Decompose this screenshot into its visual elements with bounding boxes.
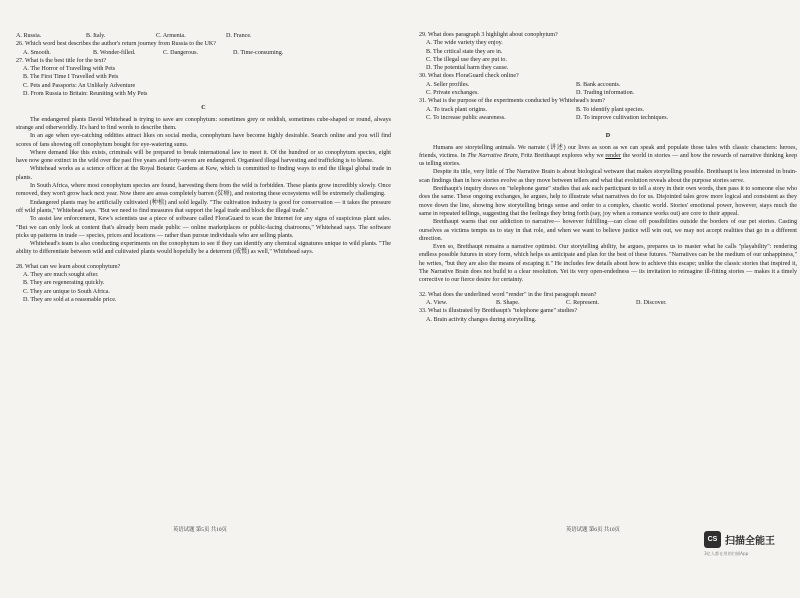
q29-option-c: C. The illegal use they are put to. (426, 56, 507, 63)
book-title: The Narrative Brain (467, 152, 518, 159)
passage-d-para-1 (419, 144, 797, 169)
q26-stem: 26. Which word best describes the author's return journey from Russia to the UK? (16, 41, 217, 48)
q28-option-a: A. They are much sought after. (23, 272, 99, 279)
q28-option-b: B. They are regenerating quickly. (23, 280, 105, 287)
q29-stem: 29. What does paragraph 3 highlight about conophytum? (419, 32, 558, 38)
q30-option-d: D. Trading information. (576, 90, 635, 97)
q25-option-a: A. Russia. (16, 33, 42, 39)
q25-option-c: C. Armenia. (156, 33, 186, 39)
para-1-text-c: the world in stories — and how the rewards of narrative thinking keep us telling stories. (419, 152, 798, 168)
q30-options (419, 81, 797, 98)
right-column (419, 31, 797, 597)
camscanner-tagline: 3亿人都在用的扫描App (704, 551, 749, 556)
q30-stem: 30. What does FloraGuard check online? (419, 73, 519, 80)
passage-d-para-2: Despite its title, very little of The Narrative Brain is about biological wetware that makes storytelling possible. Breithaupt is less interested in brain-scan findings than in how stories evolve as they move between tellers and what that evolution reveals about the purpose stories serve. (419, 169, 797, 184)
q30-option-b: B. Bank accounts. (576, 81, 621, 88)
q26-option-b: B. Wonder-filled. (93, 49, 136, 56)
left-column (16, 32, 391, 598)
q31-options (419, 106, 797, 123)
q31-option-c: C. To increase public awareness. (426, 114, 506, 121)
q28-option-d: D. They are sold at a reasonable price. (23, 296, 117, 303)
passage-d-para-5: Even so, Breithaupt remains a narrative optimist. Our storytelling ability, he argues, prepares us to master what he calls "playability": rendering endless possible futures in story form, which helps us anticipate and plan for the best of these futures. "Narratives can be the medium of our unhappiness," he writes, "but they are also the means of escaping it." He includes few details about how to achieve this escape; unlike the classic stories that inspired it, The Narrative Brain does not build to a clear resolution. Yet its very open-endedness — its invitation to reimagine ill-fitting stories — makes it a timely corrective to our fierce desire for certainty. (419, 244, 797, 284)
section-c-title: C (201, 105, 206, 112)
camscanner-logo-icon: CS (704, 531, 721, 548)
passage-c-para-4: Whitehead works as a science officer at the Royal Botanic Gardens at Kew, which is committed to finding ways to end the illegal global trade in plants. (16, 166, 391, 181)
underlined-word-render: render (605, 152, 621, 159)
passage-c-para-1: The endangered plants David Whitehead is trying to save are conophytum: sometimes grey or reddish, sometimes cube-shaped or round, always strange and otherworldly. It's hard to find words to describe them. (16, 116, 391, 131)
q27-option-b: B. The First Time I Travelled with Pets (23, 74, 119, 81)
passage-c-para-7: To assist law enforcement, Kew's scientists use a piece of software called FloraGuard to scan the Internet for any signs of suspicious plant sales. "But we can only look at content that's already been made public — online marketplaces or public-facing chatrooms," Whitehead says. The software picks up patterns in trade — species, prices and locations — rather than pursue individuals who are selling plants. (16, 216, 391, 239)
camscanner-watermark (704, 531, 794, 559)
camscanner-name: 扫描全能王 (725, 536, 775, 547)
q26-option-a: A. Smooth. (23, 49, 51, 56)
q26-option-c: C. Dangerous. (163, 49, 199, 56)
q25-options (16, 32, 391, 40)
q31-stem: 31. What is the purpose of the experiments conducted by Whitehead's team? (419, 98, 605, 105)
passage-d-para-4: Breithaupt warns that our addiction to narrative— however fulfilling—can close off possibilities outside the borders of our pet stories. Casting ourselves as victims tempts us to stay in that role, and when we want to believe justice will win out, we may not accept realities that go in a different direction. (419, 219, 797, 242)
q31-option-d: D. To improve cultivation techniques. (576, 114, 669, 121)
q29-option-b: B. The critical state they are in. (426, 48, 503, 55)
q33-option-a: A. Brain activity changes during storytelling. (426, 316, 537, 323)
q32-stem: 32. What does the underlined word "render" in the first paragraph mean? (419, 291, 597, 298)
passage-c-para-8: Whitehead's team is also conducting experiments on the conophytum to see if they can identify any chemical signatures unique to wild plants. "The ability to differentiate between wild and cultivated plants would hopefully be a deterrent (威慑) as well," Whitehead says. (16, 241, 391, 256)
q25-option-b: B. Italy. (86, 33, 106, 39)
page-footer-right: 英语试题 第6页 共10页 (566, 527, 620, 533)
para-1-text-a: Humans are storytelling animals. We narrate (讲述) our lives as soon as we can speak and populate those tales with classic characters: heroes, friends, victims. In (419, 144, 797, 159)
q32-options (419, 299, 797, 307)
q26-option-d: D. Time-consuming. (233, 49, 284, 56)
passage-d-para-3: Breithaupt's inquiry draws on "telephone game" studies that ask each participant to tell a story in their own words, then pass it to someone else who does the same. These ongoing exchanges, he argues, help to illustrate what narratives do for us. Disjointed tales grow more logical and consistent as they move down the line, showing how storytelling brings sense and order to a complex, chaotic world. Stories' emotional power, however, stays much the same in repeated tellings, suggesting that the feelings they bring forth (say, joy when a romance works out) are core to their appeal. (419, 186, 797, 217)
q28-option-c: C. They are unique to South Africa. (23, 288, 110, 295)
passage-c-para-5: In South Africa, where most conophytum species are found, harvesting them from the wild is forbidden. These plants grow incredibly slowly. Once removed, they won't grow back next year. Now there are areas completely barren (贫瘠), and restoring these ecosystems will be extremely challenging. (16, 183, 391, 198)
q25-option-d: D. France. (226, 33, 252, 39)
section-d-title: D (605, 133, 611, 140)
q33-stem: 33. What is illustrated by Breithaupt's "telephone game" studies? (419, 308, 578, 315)
q29-option-d: D. The potential harm they cause. (426, 65, 509, 72)
q27-option-c: C. Pets and Passports: An Unlikely Adventure (23, 82, 136, 89)
q27-stem: 27. What is the best title for the text? (16, 57, 107, 64)
passage-c-para-2: In an age when eye-catching oddities attract likes on social media, conophytum have become highly desirable. Search online and you will find scores of fans showing off conophytum bought for eye-watering sums. (16, 133, 391, 148)
q27-option-a: A. The Horror of Travelling with Pets (23, 66, 116, 73)
q28-stem: 28. What can we learn about conophytum? (16, 263, 121, 270)
page-footer-left: 英语试题 第5页 共10页 (173, 527, 227, 533)
para-1-text-b: , Fritz Breithaupt explores why we (517, 152, 606, 159)
q31-option-b: B. To identify plant species. (576, 106, 645, 113)
passage-c-para-6: Endangered plants may be artificially cultivated (种植) and sold legally. "The cultivation industry is good for conservation — it takes the pressure off wild plants," Whitehead says. "But we need to find measures that support the legal trade and block the illegal trade." (16, 199, 391, 214)
q26-options (16, 49, 391, 57)
q32-option-d: D. Discover. (636, 299, 667, 306)
q29-option-a: A. The wide variety they enjoy. (426, 40, 503, 47)
q31-option-a: A. To track plant origins. (426, 106, 488, 113)
q30-option-a: A. Seller profiles. (426, 81, 470, 88)
q32-option-a: A. View. (426, 299, 448, 306)
q30-option-c: C. Private exchanges. (426, 90, 479, 97)
q32-option-c: C. Represent. (566, 299, 600, 306)
passage-c-para-3: Where demand like this exists, criminals will be prepared to break international law to meet it. Of the hundred or so conophytum species, eight have now gone extinct in the wild over the past five years and forty-seven are endangered. Organised illegal harvesting and trafficking is to blame. (16, 149, 391, 165)
q32-option-b: B. Shape. (496, 299, 520, 306)
q27-option-d: D. From Russia to Britain: Reuniting with My Pets (23, 91, 148, 98)
